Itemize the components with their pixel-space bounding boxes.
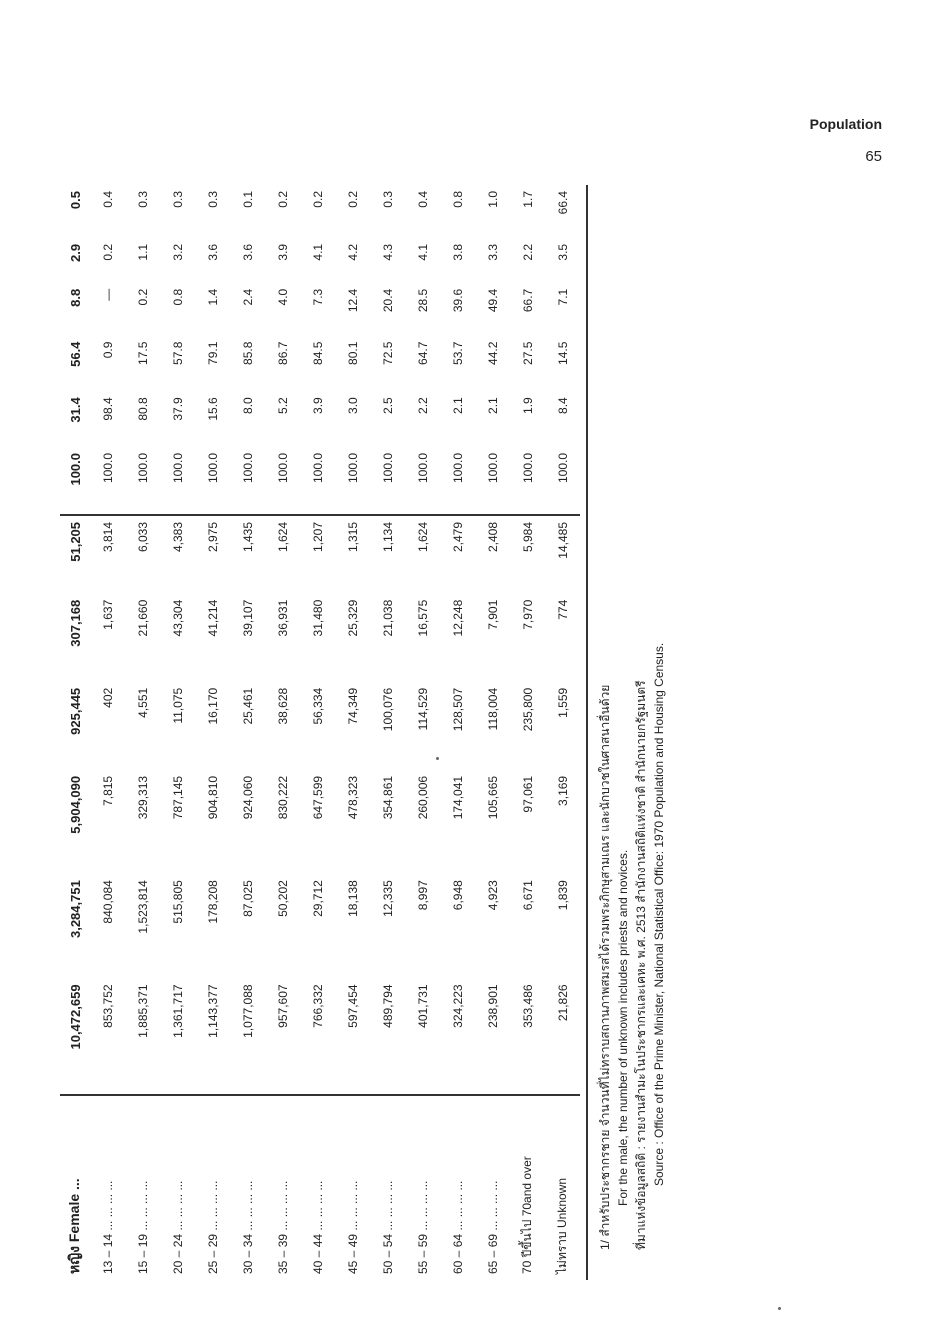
table-cell: 1.1 [135,243,150,261]
table-cell: 0.8 [450,191,465,208]
rotated-table-block [60,180,666,1280]
table-cell: 29,712 [310,880,325,917]
table-row [545,185,580,1280]
table-row [230,185,265,1280]
row-label: 70 ปีขึ้นไป 70and over [520,1156,534,1274]
table-cell: 597,454 [335,978,370,1095]
table-cell: 1,077,088 [230,978,265,1095]
row-label: 20 – 24 ... ... ... ... [170,1180,185,1274]
table-cell: 7.1 [555,288,570,306]
table-cell: 31.4 [67,397,83,423]
table-row [195,185,230,1280]
table-cell: 0.4 [100,191,115,208]
table-cell: 12.4 [345,288,360,313]
table-cell: 7,815 [100,775,115,806]
table-cell: 324,223 [440,978,475,1095]
table-cell: 787,145 [170,775,185,820]
table-cell: 2,479 [440,515,475,594]
table-cell: 1.9 [520,397,535,414]
table-row [335,185,370,1280]
table-cell: 0.4 [415,191,430,208]
table-cell: — [100,288,115,301]
table-cell: 86.7 [275,341,290,365]
table-cell: 74,349 [345,687,360,725]
row-label: 45 – 49 ... ... ... ... [345,1180,360,1274]
table-cell: 5.2 [275,397,290,414]
table-cell: 4,383 [160,515,195,594]
table-cell: 43,304 [170,599,185,637]
table-cell: 1,559 [555,687,570,718]
table-cell: 3.3 [485,243,500,261]
table-cell: 2.1 [485,397,500,414]
table-cell: 17.5 [135,341,150,365]
table-row [510,185,545,1280]
table-cell: 0.2 [275,191,290,208]
table-cell: 3.6 [240,243,255,261]
table-heading-row [60,185,90,1280]
page-number: 65 [865,148,882,165]
table-cell: 100.0 [345,452,360,484]
table-cell: 1,523,814 [135,880,150,934]
table-cell: 238,901 [475,978,510,1095]
table-cell: 7,901 [485,599,500,630]
table-cell: 64.7 [415,341,430,365]
table-cell: 3.5 [555,243,570,261]
table-cell: 5,984 [510,515,545,594]
footnote-thai: 1/ สำหรับประชากรชาย จำนวนที่ไม่ทราบสถานภาพสมรสได้รวมพระภิกษุสามเณร และนักบวชในศาสนาอื่นด้วย [598,684,612,1250]
table-row [300,185,335,1280]
table-cell: 8.0 [240,397,255,414]
table-cell: 174,041 [450,775,465,820]
table-cell: 402 [100,687,115,708]
table-cell: 100.0 [520,452,535,484]
table-cell: 7,970 [520,599,535,630]
table-cell: 0.8 [170,288,185,306]
table-cell: 25,461 [240,687,255,725]
table-cell: 2,408 [475,515,510,594]
table-row [160,185,195,1280]
table-cell: 100.0 [485,452,500,484]
table-cell: 0.5 [67,191,83,210]
row-label: 50 – 54 ... ... ... ... [380,1180,395,1274]
table-cell: 87,025 [240,880,255,917]
table-cell: 924,060 [240,775,255,820]
table-cell: 56.4 [67,341,83,367]
table-cell: 16,170 [205,687,220,725]
table-cell: 925,445 [67,687,83,735]
table-cell: 0.2 [100,243,115,261]
table-row [370,185,405,1280]
table-cell: 0.3 [135,191,150,208]
table-cell: 28.5 [415,288,430,313]
table-row [440,185,475,1280]
table-cell: 1,624 [265,515,300,594]
table-cell: 3.9 [275,243,290,261]
table-cell: 31,480 [310,599,325,637]
table-cell: 16,575 [415,599,430,637]
table-cell: 353,486 [510,978,545,1095]
table-cell: 51,205 [60,515,90,594]
table-cell: 766,332 [300,978,335,1095]
table-cell: 2.9 [67,243,83,262]
table-cell: 100.0 [555,452,570,484]
table-cell: 57.8 [170,341,185,365]
table-cell: 66.7 [520,288,535,313]
table-cell: 100.0 [275,452,290,484]
table-cell: 1,361,717 [160,978,195,1095]
table-cell: 2.1 [450,397,465,414]
table-cell: 41,214 [205,599,220,637]
table-cell: 36,931 [275,599,290,637]
table-cell: 39.6 [450,288,465,313]
table-cell: 38,628 [275,687,290,725]
table-cell: 774 [555,599,570,620]
table-cell: 6,033 [125,515,160,594]
table-cell: 128,507 [450,687,465,732]
table-cell: 2.2 [520,243,535,261]
table-cell: 1,315 [335,515,370,594]
row-label: 25 – 29 ... ... ... ... [205,1180,220,1274]
table-cell: 1,624 [405,515,440,594]
row-label: 35 – 39 ... ... ... ... [275,1180,290,1274]
table-cell: 1,143,377 [195,978,230,1095]
table-cell: 2.2 [415,397,430,414]
table-cell: 3,169 [555,775,570,806]
table-cell: 0.3 [380,191,395,208]
table-cell: 3.6 [205,243,220,261]
table-cell: 97,061 [520,775,535,813]
table-cell: 4.1 [310,243,325,261]
table-cell: 1,839 [555,880,570,911]
table-cell: 0.1 [240,191,255,208]
running-header-title: Population [809,116,882,132]
table-cell: 21,826 [545,978,580,1095]
table-cell: 84.5 [310,341,325,365]
table-row [405,185,440,1280]
table-cell: 904,810 [205,775,220,820]
table-cell: 8.4 [555,397,570,414]
table-cell: 401,731 [405,978,440,1095]
female-marital-status-table [60,185,580,1280]
table-cell: 100.0 [67,452,83,486]
table-cell: 1,885,371 [125,978,160,1095]
table-row [265,185,300,1280]
table-cell: 105,665 [485,775,500,820]
table-cell: 56,334 [310,687,325,725]
table-cell: 3.2 [170,243,185,261]
table-cell: 1,134 [370,515,405,594]
table-cell: 14,485 [545,515,580,594]
table-cell: 2.5 [380,397,395,414]
table-cell: 80.8 [135,397,150,421]
table-cell: 25,329 [345,599,360,637]
table-notes [596,643,668,1250]
table-cell: 489,794 [370,978,405,1095]
table-cell: 840,084 [100,880,115,924]
table-cell: 3,284,751 [67,880,83,939]
table-row [90,185,125,1280]
table-cell: 5,904,090 [67,775,83,834]
table-cell: 7.3 [310,288,325,306]
table-cell: 49.4 [485,288,500,313]
print-speck [778,1307,781,1310]
table-cell: 830,222 [275,775,290,820]
table-cell: 100.0 [380,452,395,484]
row-label: 13 – 14 ... ... ... ... [100,1180,115,1274]
table-cell: 80.1 [345,341,360,365]
table-cell: 72.5 [380,341,395,365]
table-cell: 118,004 [485,687,500,731]
source-thai: ที่มาแห่งข้อมูลสถิติ : รายงานสำมะโนประชากรและเคหะ พ.ศ. 2513 สำนักงานสถิติแห่งชาติ สำนักนายกรัฐมนตรี [634,680,648,1250]
table-cell: 8,997 [415,880,430,911]
table-cell: 79.1 [205,341,220,365]
table-cell: 11,075 [170,687,185,724]
table-cell: 37.9 [170,397,185,421]
table-cell: 3.8 [450,243,465,261]
table-cell: 100,076 [380,687,395,732]
table-cell: 4,551 [135,687,150,718]
table-cell: 15.6 [205,397,220,421]
table-cell: 100.0 [170,452,185,484]
row-label: 65 – 69 ... ... ... ... [485,1180,500,1274]
table-cell: 50,202 [275,880,290,917]
table-cell: 235,800 [520,687,535,732]
table-cell: 39,107 [240,599,255,637]
table-cell: 647,599 [310,775,325,820]
table-cell: 354,861 [380,775,395,820]
table-cell: 1.4 [205,288,220,306]
table-cell: 0.2 [310,191,325,208]
table-cell: 307,168 [67,599,83,647]
table-row [125,185,160,1280]
table-cell: 6,948 [450,880,465,911]
print-speck [436,757,439,760]
table-cell: 100.0 [135,452,150,484]
row-label: 55 – 59 ... ... ... ... [415,1180,430,1274]
table-cell: 0.2 [135,288,150,306]
table-cell: 0.3 [205,191,220,208]
row-label: 40 – 44 ... ... ... ... [310,1180,325,1274]
table-cell: 4.0 [275,288,290,306]
table-cell: 100.0 [450,452,465,484]
table-bottom-rule [586,185,588,1280]
table-cell: 2.4 [240,288,255,306]
table-cell: 1,637 [100,599,115,630]
table-cell: 0.2 [345,191,360,208]
table-cell: 98.4 [100,397,115,421]
table-cell: 1.7 [520,191,535,208]
table-cell: 27.5 [520,341,535,365]
table-cell: 329,313 [135,775,150,820]
table-cell: 10,472,659 [60,978,90,1095]
table-cell: 100.0 [310,452,325,484]
table-cell: 4.1 [415,243,430,261]
table-cell: 515,805 [170,880,185,924]
table-cell: 1,207 [300,515,335,594]
table-cell: 100.0 [240,452,255,484]
table-cell: 20.4 [380,288,395,313]
table-cell: 1,435 [230,515,265,594]
table-cell: 853,752 [90,978,125,1095]
row-label: 15 – 19 ... ... ... ... [135,1180,150,1274]
table-cell: 3,814 [90,515,125,594]
table-cell: 6,671 [520,880,535,911]
table-cell: 1.0 [485,191,500,208]
table-cell: 18,138 [345,880,360,917]
row-label: หญิง Female ... [66,1178,82,1274]
table-cell: 21,038 [380,599,395,637]
table-cell: 100.0 [415,452,430,484]
table-cell: 4.2 [345,243,360,261]
table-cell: 260,006 [415,775,430,820]
table-cell: 85.8 [240,341,255,365]
table-cell: 21,660 [135,599,150,637]
row-label: 60 – 64 ... ... ... ... [450,1180,465,1274]
table-cell: 14.5 [555,341,570,365]
table-cell: 478,323 [345,775,360,820]
footnote-english: For the male, the number of unknown includes priests and novices. [616,849,630,1206]
table-cell: 53.7 [450,341,465,365]
row-label: ไม่ทราบ Unknown [555,1177,569,1274]
source-english: Source : Office of the Prime Minister, National Statistical Office: 1970 Population and Housing Census. [652,642,666,1186]
table-cell: 66.4 [555,191,570,215]
table-cell: 100.0 [100,452,115,484]
table-cell: 8.8 [67,288,83,307]
table-cell: 44.2 [485,341,500,365]
table-cell: 0.9 [100,341,115,359]
table-cell: 0.3 [170,191,185,208]
table-cell: 4,923 [485,880,500,911]
table-cell: 12,248 [450,599,465,637]
table-cell: 100.0 [205,452,220,484]
table-cell: 957,607 [265,978,300,1095]
table-row [475,185,510,1280]
table-cell: 3.9 [310,397,325,414]
table-cell: 3.0 [345,397,360,414]
table-cell: 2,975 [195,515,230,594]
row-label: 30 – 34 ... ... ... ... [240,1180,255,1274]
table-cell: 114,529 [415,687,430,731]
table-cell: 4.3 [380,243,395,261]
table-cell: 178,208 [205,880,220,924]
table-cell: 12,335 [380,880,395,917]
